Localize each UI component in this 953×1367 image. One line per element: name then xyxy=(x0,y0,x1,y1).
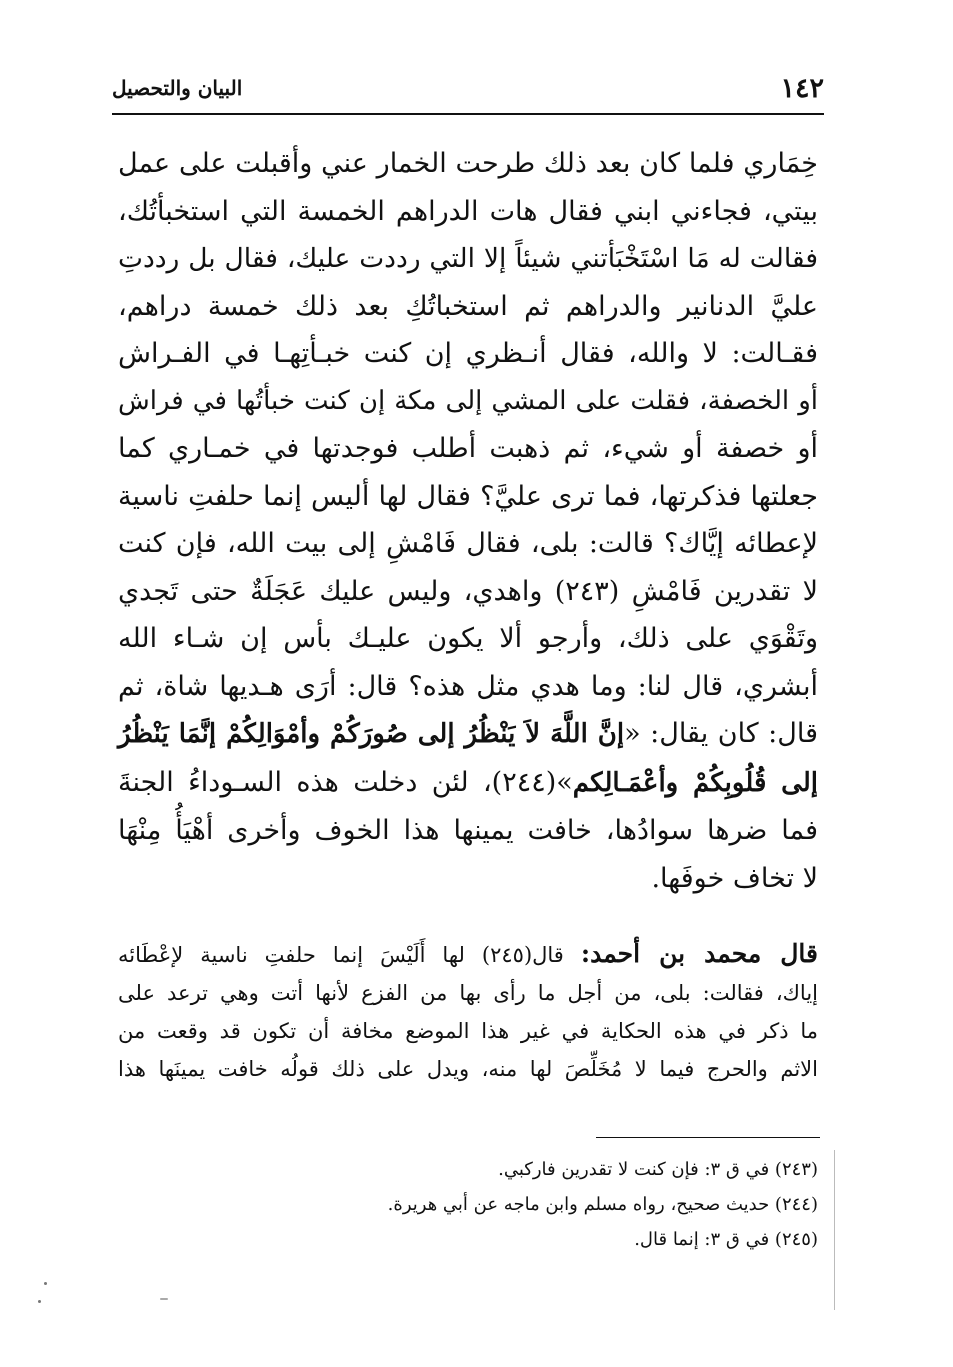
text-line: بيتي، فجاءني ابني فقال هات الدراهم الخمسة التي استخبأتُك، xyxy=(118,195,818,227)
commentary-first-line xyxy=(118,935,818,974)
hadith-quote-end: إلى قُلُوبِكُمْ وأعْمَـالِكم xyxy=(572,767,819,798)
text-line-hadith-end xyxy=(118,759,818,808)
scan-margin-line xyxy=(834,1150,835,1310)
text-line: أو خصفة أو شيء، ثم ذهبت أطلب فوجدتها في خمـاري كما xyxy=(118,433,818,464)
running-title: البيان والتحصيل xyxy=(112,76,243,100)
text-line: فقالت له مَا اسْتَخْبَأتني شيئاً إلا التي رددت عليك، فقال بل رددتِ xyxy=(118,243,818,274)
commentary-paragraph xyxy=(118,935,818,1088)
commentary-line: إياك، فقالت: بلى، من أجل ما رأى بها من الفزع لأنها أتت وهي ترعد على xyxy=(118,981,818,1005)
commentary-line: ما ذكر في هذه الحكاية في غير هذا الموضع مخافة أن تكون قد وقعت من xyxy=(118,1019,818,1043)
footnote: (٢٤٤) حديث صحيح، رواه مسلم وابن ماجه عن أبي هريرة. xyxy=(387,1194,818,1215)
text-line: عليَّ الدنانير والدراهم ثم استخباتُكِ بعد ذلك خمسة دراهم، xyxy=(118,290,818,322)
text-line: وتَقْوَي على ذلك، وأرجو ألا يكون عليـك بأس إن شـاء الله xyxy=(118,623,818,654)
scan-speck xyxy=(44,1282,47,1285)
footnote: (٢٤٥) في ق ٣: إنما قال. xyxy=(634,1229,818,1250)
commentary-text: قال(٢٤٥) لها أَلَيْسَ إنما حلفتِ ناسية لإعْطَائه xyxy=(118,943,564,967)
commentary-line: الاثم والحرج فيما لا مُخَلِّصَ لها منه، ويدل على ذلك قولُه خافت يمينَها هذا xyxy=(118,1057,818,1081)
main-paragraph xyxy=(118,140,818,902)
text-line: خِمَاري فلما كان بعد ذلك طرحت الخمار عني وأقبلت على عمل xyxy=(118,148,818,179)
text-line-last: لا تخاف خوفَها. xyxy=(651,862,818,894)
scan-speck xyxy=(160,1298,168,1300)
hadith-after: »(٢٤٤)، لئن دخلت هذه السـوداءُ الجنةَ xyxy=(118,766,573,798)
text-line: لا تقدرين فَامْشِ (٢٤٣) واهدي، وليس عليك عَجَلَةٌ حتى تَجدي xyxy=(118,575,818,607)
scan-speck xyxy=(38,1300,41,1303)
footnotes xyxy=(118,1152,818,1257)
text-line: أبشري، قال لنا: وما هدي مثل هذه؟ قال: أرَى هـديها شاة، ثم xyxy=(118,670,818,702)
page-number: ١٤٢ xyxy=(780,72,824,104)
commentary-speaker: قال محمد بن أحمد: xyxy=(580,939,818,968)
text-line: فقـالت: لا والله، فقال أنـظري إن كنت خبـأتِهـا في الفـراش xyxy=(118,338,818,369)
hadith-quote: إنَّ اللَّهَ لاَ يَنْظُرُ إلى صُورَكُمْ وأمْوَالِكُمْ إنَّمَا يَنْظُرُ xyxy=(118,719,625,749)
header-divider xyxy=(112,113,824,115)
footnote: (٢٤٣) في ق ٣: فإن كنت لا تقدرين فاركبي. xyxy=(498,1159,818,1180)
hadith-lead: قال: كان يقال: « xyxy=(624,718,819,749)
text-line: لإعطائه إيَّاك؟ قالت: بلى، فقال فَامْشِ إلى بيت الله، فإن كنت xyxy=(118,528,818,559)
page-header xyxy=(112,68,824,108)
text-line: جعلتها فذكرتها، فما ترى عليَّ؟ فقال لها أليس إنما حلفتِ ناسية xyxy=(118,480,818,512)
text-line-hadith-start xyxy=(118,710,818,759)
footnote-divider xyxy=(596,1137,820,1138)
text-line: فما ضرها سوادُها، خافت يمينها هذا الخوف وأخرى أهْيَأُ مِنْهَا xyxy=(118,815,818,846)
text-line: أو الخصفة، فقلت على المشي إلى مكة إن كنت خبأتُها في فراش xyxy=(118,385,818,416)
